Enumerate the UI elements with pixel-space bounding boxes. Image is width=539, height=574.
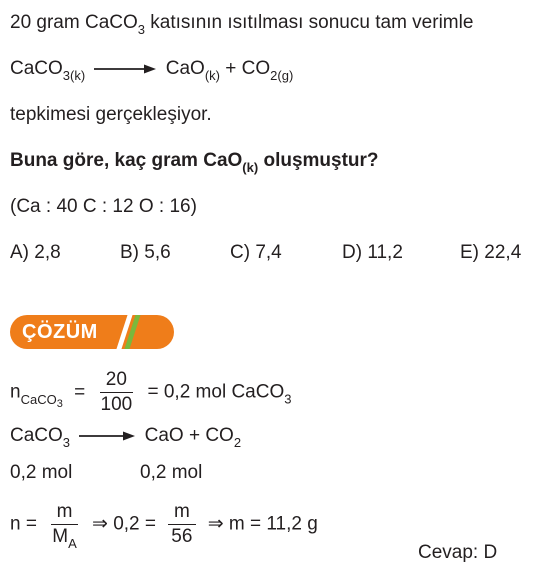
question-line-1 (10, 12, 474, 37)
solution-badge (10, 315, 174, 349)
mole-calculation (10, 370, 291, 415)
mass-fraction-2 (165, 502, 198, 547)
product-1-subscript: (k) (204, 68, 220, 83)
mole-result: = 0,2 mol CaCO (147, 381, 285, 403)
plus-sign: + (220, 58, 242, 79)
solution-products: CaO + CO (144, 425, 234, 446)
question-line-3: tepkimesi gerçekleşiyor. (10, 104, 212, 125)
line1-text: 20 gram CaCO (10, 12, 138, 33)
mole-fraction-denominator: 100 (100, 394, 133, 415)
mole-subscript-index: 3 (56, 397, 63, 410)
mass-fraction-1-denominator (46, 525, 83, 551)
equals-sign: = (74, 381, 86, 403)
moles-product: 0,2 mol (140, 462, 203, 483)
mass-fraction-1 (46, 501, 83, 551)
mass-fraction-1-numerator: m (51, 502, 79, 525)
product-1: CaO (165, 58, 205, 79)
option-c[interactable]: C) 7,4 (230, 242, 282, 263)
mass-calculation (10, 501, 318, 551)
mass-fraction-2-numerator: m (168, 502, 196, 525)
solution-reaction (10, 425, 242, 450)
reactant-subscript: 3(k) (62, 68, 86, 83)
solution-products-subscript: 2 (233, 435, 242, 450)
answer-label: Cevap: D (418, 542, 498, 563)
product-2-subscript: 2(g) (270, 68, 294, 83)
reactant: CaCO (10, 58, 63, 79)
option-b[interactable]: B) 5,6 (120, 242, 171, 263)
option-d[interactable]: D) 11,2 (342, 242, 403, 263)
question-prompt (10, 150, 379, 175)
option-a[interactable]: A) 2,8 (10, 242, 61, 263)
prompt-subscript: (k) (242, 160, 259, 175)
solution-reactant: CaCO (10, 425, 63, 446)
mole-result-subscript: 3 (284, 391, 292, 407)
moles-reactant: 0,2 mol (10, 462, 73, 483)
implies-result: ⇒ m = 11,2 g (207, 513, 318, 535)
mass-lhs: n = (10, 513, 37, 535)
mass-fraction-2-denominator: 56 (171, 526, 193, 547)
molar-mass-symbol: M (52, 526, 69, 547)
option-e[interactable]: E) 22,4 (460, 242, 522, 263)
line1-text-end: katısının ısıtılması sonucu tam verimle (145, 12, 474, 33)
atomic-masses: (Ca : 40 C : 12 O : 16) (10, 196, 197, 217)
mole-subscript: CaCO (20, 391, 57, 407)
line1-subscript: 3 (137, 22, 146, 37)
solution-badge-label: ÇÖZÜM (22, 321, 98, 343)
reaction-arrow-icon (94, 63, 156, 75)
reaction-equation (10, 58, 294, 83)
mole-fraction-numerator: 20 (100, 370, 133, 393)
prompt-text: Buna göre, kaç gram CaO (10, 150, 243, 171)
solution-reactant-subscript: 3 (62, 435, 71, 450)
implies-step-1: ⇒ 0,2 = (92, 513, 157, 535)
prompt-text-end: oluşmuştur? (258, 150, 379, 171)
mole-fraction (95, 370, 139, 415)
product-2: CO (241, 58, 271, 79)
solution-arrow-icon (79, 430, 135, 442)
molar-mass-subscript: A (68, 536, 77, 551)
mole-symbol: n (10, 381, 21, 403)
